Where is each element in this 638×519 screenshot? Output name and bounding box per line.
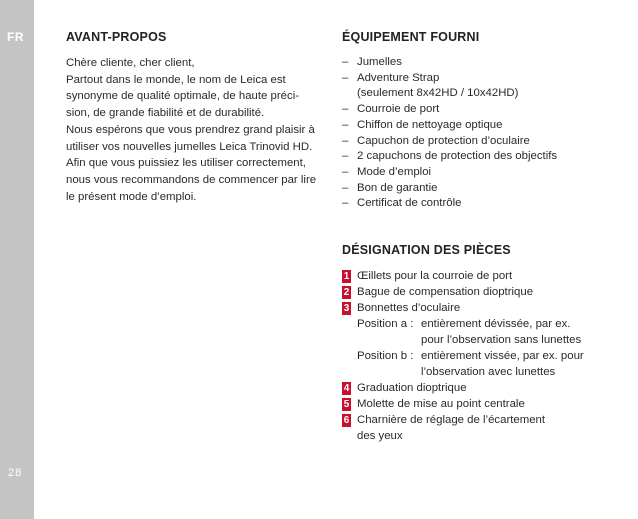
equipment-item: – Chiffon de nettoyage optique [342, 118, 622, 134]
dash-marker: – [342, 103, 349, 116]
position-label: Position b : [357, 350, 414, 363]
foreword-line: utiliser vos nouvelles jumelles Leica Trinovid HD. [66, 140, 313, 153]
parts-list-continued [342, 380, 622, 444]
part-number-badge: 6 [343, 415, 350, 427]
parts-section [342, 243, 622, 444]
foreword-line: le présent mode d’emploi. [66, 190, 197, 203]
equipment-item: – Mode d’emploi [342, 165, 622, 181]
dash-marker: – [342, 134, 349, 147]
equipment-item: – Courroie de port [342, 102, 622, 118]
foreword-line: synonyme de qualité optimale, de haute préci- [66, 90, 300, 103]
language-label: FR [7, 30, 24, 44]
equipment-item-continuation: (seulement 8x42HD / 10x42HD) [357, 87, 519, 100]
equipment-item: – Capuchon de protection d’oculaire [342, 134, 622, 150]
position-text: pour l’observation sans lunettes [421, 334, 582, 347]
right-column [342, 30, 622, 444]
part-item: 6 Charnière de réglage de l’écartement des yeux [343, 414, 546, 443]
position-text: entièrement vissée, par ex. pour [421, 350, 584, 363]
foreword-line: Chère cliente, cher client, [66, 57, 195, 69]
equipment-item: – 2 capuchons de protection des objectifs [342, 149, 622, 165]
part-item: 3 Bonnettes d’oculaire [343, 302, 461, 315]
part-number-badge: 2 [343, 287, 350, 299]
part-number-badge: 1 [343, 271, 350, 283]
dash-marker: – [342, 56, 349, 68]
equipment-item: – Bon de garantie [342, 181, 622, 197]
position-a [342, 316, 622, 348]
position-text: l’observation avec lunettes [421, 366, 556, 379]
position-label: Position a : [357, 318, 414, 331]
position-b [342, 348, 622, 380]
part-number-badge: 5 [343, 399, 350, 411]
parts-title: DÉSIGNATION DES PIÈCES [342, 243, 511, 258]
dash-marker: – [342, 150, 349, 163]
dash-marker: – [342, 197, 349, 210]
equipment-item: – Certificat de contrôle [342, 196, 622, 212]
dash-marker: – [342, 181, 349, 194]
part-item: 1 Œillets pour la courroie de port [343, 270, 513, 283]
dash-marker: – [342, 71, 349, 84]
page-number: 28 [8, 467, 23, 479]
foreword-line: Nous espérons que vous prendrez grand plaisir à [66, 123, 315, 136]
foreword-line: Afin que vous puissiez les utiliser correctement, [66, 157, 306, 170]
foreword-text [66, 55, 324, 205]
part-number-badge: 3 [343, 303, 350, 315]
foreword-line: sion, de grande fiabilité et de durabilité. [66, 107, 265, 120]
equipment-title: ÉQUIPEMENT FOURNI [342, 30, 480, 44]
part-item: 4 Graduation dioptrique [343, 382, 467, 395]
foreword-title: AVANT-PROPOS [66, 30, 167, 44]
equipment-item: – Adventure Strap [342, 71, 622, 87]
dash-marker: – [342, 165, 349, 178]
equipment-list [342, 55, 622, 212]
side-bar [0, 0, 34, 519]
parts-list [342, 268, 622, 316]
foreword-column [66, 30, 324, 205]
part-number-badge: 4 [343, 383, 350, 395]
position-text: entièrement dévissée, par ex. [421, 318, 571, 331]
foreword-line: Partout dans le monde, le nom de Leica est [66, 73, 286, 86]
foreword-line: nous vous recommandons de commencer par lire [66, 173, 317, 186]
part-item: 2 Bague de compensation dioptrique [343, 286, 534, 299]
equipment-item: – Jumelles [342, 55, 622, 71]
part-item: 5 Molette de mise au point centrale [343, 398, 525, 411]
dash-marker: – [342, 118, 349, 131]
